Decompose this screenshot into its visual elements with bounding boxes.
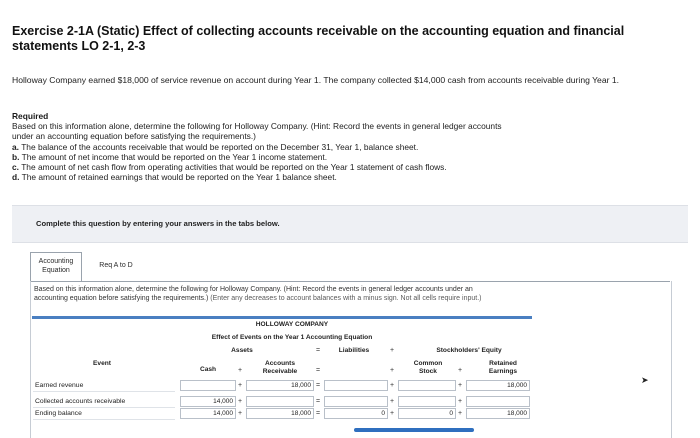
required-letter: d. [12, 172, 20, 183]
liabilities-total: 0 [324, 408, 388, 419]
plus-sign: + [237, 367, 243, 374]
header-re-line-2: Earnings [488, 368, 518, 375]
plus-sign: + [237, 398, 243, 405]
plus-sign: + [457, 410, 463, 417]
horizontal-scrollbar[interactable] [354, 428, 474, 432]
instructions-note: (Enter any decreases to account balances with a minus sign. Not all cells require input.) [210, 295, 482, 302]
equals-sign: = [315, 382, 321, 389]
table-top-bar [32, 316, 532, 319]
cash-input[interactable] [180, 380, 236, 391]
common-stock-input[interactable] [398, 396, 456, 407]
header-event: Event [93, 360, 111, 367]
header-cash: Cash [199, 366, 217, 373]
tab-accounting-equation[interactable] [30, 252, 82, 282]
equals-sign: = [315, 367, 321, 374]
accounts-receivable-input[interactable] [246, 396, 314, 407]
plus-sign: + [237, 410, 243, 417]
required-line-1: Based on this information alone, determine the following for Holloway Company. (Hint: Record the events in general ledger accounts [12, 121, 502, 132]
equals-sign: = [315, 398, 321, 405]
required-text: The amount of net cash flow from operating activities that would be reported on the Year 1 statement of cash flows. [21, 162, 447, 173]
plus-sign: + [389, 347, 395, 354]
required-line-2: under an accounting equation before satisfying the requirements.) [12, 131, 256, 142]
table-subtitle: Effect of Events on the Year 1 Accounting Equation [211, 334, 373, 341]
required-item-d [12, 172, 682, 182]
header-ar-line-1: Accounts [264, 360, 296, 367]
instructions-main-2: accounting equation before satisfying the requirements.) [34, 295, 209, 302]
common-stock-input[interactable] [398, 380, 456, 391]
row-label-earned-revenue: Earned revenue [33, 380, 175, 392]
accounts-receivable-input[interactable]: 18,000 [246, 380, 314, 391]
required-letter: a. [12, 141, 19, 152]
required-letter: b. [12, 151, 20, 162]
header-cs-line-2: Stock [419, 368, 437, 375]
row-label-ending-balance: Ending balance [33, 408, 175, 420]
tab-instructions [34, 285, 664, 303]
plus-sign: + [457, 367, 463, 374]
common-stock-total: 0 [398, 408, 456, 419]
required-item-a [12, 142, 682, 152]
tab-label-line-1: Accounting [38, 258, 74, 265]
retained-earnings-total: 18,000 [466, 408, 530, 419]
accounting-equation-table [32, 316, 532, 438]
required-text: The balance of the accounts receivable that would be reported on the December 31, Year 1, balance sheet. [21, 141, 419, 152]
table-company-name: HOLLOWAY COMPANY [255, 321, 329, 328]
tab-label-line-2: Equation [42, 267, 70, 274]
row-label-collected-ar: Collected accounts receivable [33, 396, 175, 408]
required-heading: Required [12, 111, 49, 121]
plus-sign: + [389, 398, 395, 405]
required-text: The amount of retained earnings that would be reported on the Year 1 balance sheet. [21, 172, 337, 183]
liabilities-input[interactable] [324, 396, 388, 407]
accounts-receivable-total: 18,000 [246, 408, 314, 419]
header-assets: Assets [231, 347, 253, 354]
page-title: Exercise 2-1A (Static) Effect of collecting accounts receivable on the accounting equation and financial statements LO 2-1, 2-3 [12, 24, 625, 53]
plus-sign: + [457, 398, 463, 405]
plus-sign: + [457, 382, 463, 389]
retained-earnings-input[interactable]: 18,000 [466, 380, 530, 391]
instructions-line-2 [34, 294, 664, 303]
required-item-b [12, 152, 682, 162]
problem-intro: Holloway Company earned $18,000 of service revenue on account during Year 1. The company collected $14,000 cash from accounts receivable during Year 1. [12, 75, 620, 85]
required-letter: c. [12, 162, 19, 173]
complete-banner [12, 205, 688, 243]
plus-sign: + [389, 367, 395, 374]
header-common-stock [406, 360, 450, 376]
header-accounts-receivable [250, 360, 310, 376]
header-ar-line-2: Receivable [262, 368, 298, 375]
complete-banner-text: Complete this question by entering your answers in the tabs below. [36, 219, 280, 228]
header-liabilities: Liabilities [338, 347, 370, 354]
plus-sign: + [389, 382, 395, 389]
instructions-line-1: Based on this information alone, determine the following for Holloway Company. (Hint: Record the events in general ledger accounts under an [34, 286, 473, 293]
tab-req-a-to-d[interactable] [86, 252, 146, 282]
header-retained-earnings [476, 360, 530, 376]
cash-input[interactable]: 14,000 [180, 396, 236, 407]
mouse-cursor-icon: ➤ [641, 375, 649, 385]
required-text: The amount of net income that would be reported on the Year 1 income statement. [21, 151, 328, 162]
cash-total: 14,000 [180, 408, 236, 419]
retained-earnings-input[interactable] [466, 396, 530, 407]
required-item-c [12, 162, 682, 172]
equals-sign: = [315, 347, 321, 354]
header-re-line-1: Retained [489, 360, 517, 367]
tab-label: Req A to D [99, 262, 133, 269]
equals-sign: = [315, 410, 321, 417]
liabilities-input[interactable] [324, 380, 388, 391]
header-cs-line-1: Common [413, 360, 443, 367]
header-stockholders-equity: Stockholders' Equity [436, 347, 502, 354]
plus-sign: + [389, 410, 395, 417]
plus-sign: + [237, 382, 243, 389]
required-section [12, 111, 682, 182]
